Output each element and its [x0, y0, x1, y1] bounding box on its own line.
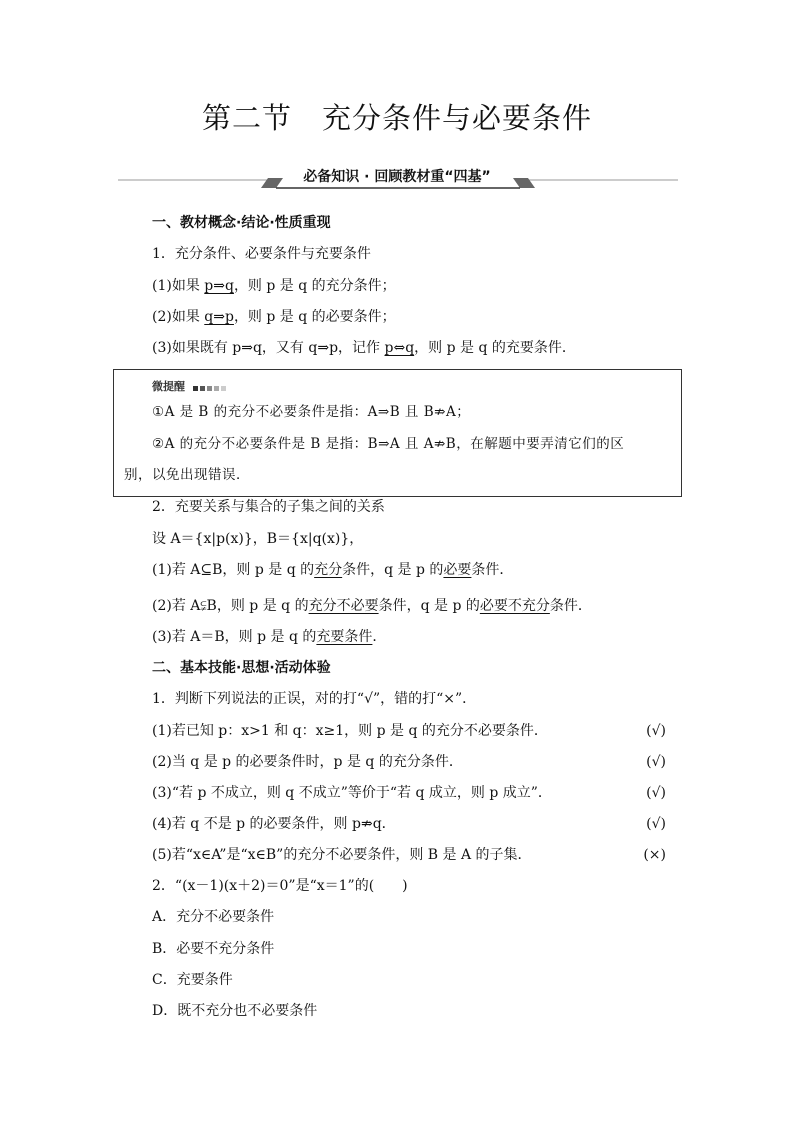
tip-label-text: 微提醒	[152, 380, 185, 393]
judgment-text: (2)当 q 是 p 的必要条件时，p 是 q 的充分条件．	[152, 754, 463, 770]
text: 条件，q 是 p 的	[378, 598, 480, 614]
text: (3)如果既有 p⇒q，又有 q⇒p，记作	[152, 340, 385, 356]
judgment-text: (5)若“x∈A”是“x∈B”的充分不必要条件，则 B 是 A 的子集．	[152, 847, 532, 863]
blank-answer: 充要条件	[316, 629, 373, 645]
line-sufficient	[152, 276, 396, 296]
blank-answer: 必要	[443, 562, 472, 578]
text: ，则 p 是 q 的充要条件．	[414, 340, 576, 356]
text: (2)若 A⫋B，则 p 是 q 的	[152, 598, 309, 614]
judgment-text: (1)若已知 p：x>1 和 q：x≥1，则 p 是 q 的充分不必要条件．	[152, 723, 548, 739]
judgment-text: (3)“若 p 不成立，则 q 不成立”等价于“若 q 成立，则 p 成立”．	[152, 785, 552, 801]
relation-equal	[152, 627, 386, 647]
item-2-heading: 2．充要关系与集合的子集之间的关系	[152, 499, 385, 515]
text: ，则 p 是 q 的必要条件；	[233, 309, 396, 325]
blank-answer: 必要不充分	[479, 598, 550, 614]
judgment-mark: (√)	[646, 816, 666, 832]
section-banner-text: 必备知识 · 回顾教材重“四基”	[303, 169, 491, 185]
option-c: C．充要条件	[152, 972, 233, 988]
text: 条件，q 是 p 的	[342, 562, 444, 578]
text: ，则 p 是 q 的充分条件；	[233, 278, 396, 294]
option-a: A．充分不必要条件	[152, 909, 275, 925]
text: ．	[372, 629, 387, 645]
blank-answer: p⇔q	[384, 340, 415, 356]
tip-line-2: ②A 的充分不必要条件是 B 是指：B⇒A 且 A⇏B，在解题中要弄清它们的区	[152, 436, 625, 452]
judgment-text: (4)若 q 不是 p 的必要条件，则 p⇏q．	[152, 816, 396, 832]
page-title: 第二节 充分条件与必要条件	[201, 101, 592, 135]
tip-line-1: ①A 是 B 的充分不必要条件是指：A⇒B 且 B⇏A；	[152, 404, 471, 420]
option-d: D．既不充分也不必要条件	[152, 1003, 318, 1019]
judgment-mark: (×)	[643, 847, 666, 863]
judgment-mark: (√)	[646, 785, 666, 801]
text: (1)若 A⊆B，则 p 是 q 的	[152, 562, 315, 578]
set-definition: 设 A＝{x|p(x)}，B＝{x|q(x)}，	[152, 531, 364, 547]
judgment-mark: (√)	[646, 754, 666, 770]
text: 条件．	[471, 562, 514, 578]
blank-answer: q⇒p	[204, 309, 234, 325]
tip-box	[113, 369, 682, 497]
blank-answer: 充分	[314, 562, 343, 578]
text: (2)如果	[152, 309, 205, 325]
relation-proper-subset	[152, 596, 592, 616]
blank-answer: p⇒q	[204, 278, 234, 294]
blank-answer: 充分不必要	[308, 598, 379, 614]
section-heading-1: 一、教材概念·结论·性质重现	[152, 215, 331, 231]
relation-subset	[152, 560, 513, 580]
dots-icon	[193, 381, 228, 394]
line-necessary-sufficient	[152, 338, 576, 358]
item-1-heading: 1．充分条件、必要条件与充要条件	[152, 246, 371, 262]
text: (1)如果	[152, 278, 205, 294]
judgment-mark: (√)	[646, 723, 666, 739]
option-b: B．必要不充分条件	[152, 941, 275, 957]
line-necessary	[152, 307, 396, 327]
question-1: 1．判断下列说法的正误，对的打“√”，错的打“×”．	[152, 691, 477, 707]
text: 条件．	[549, 598, 592, 614]
tip-line-3: 别，以免出现错误．	[124, 467, 250, 483]
question-2: 2．“(x－1)(x＋2)＝0”是“x＝1”的( )	[152, 878, 408, 894]
section-heading-2: 二、基本技能·思想·活动体验	[152, 660, 331, 676]
text: (3)若 A＝B，则 p 是 q 的	[152, 629, 317, 645]
tip-label	[152, 378, 228, 394]
